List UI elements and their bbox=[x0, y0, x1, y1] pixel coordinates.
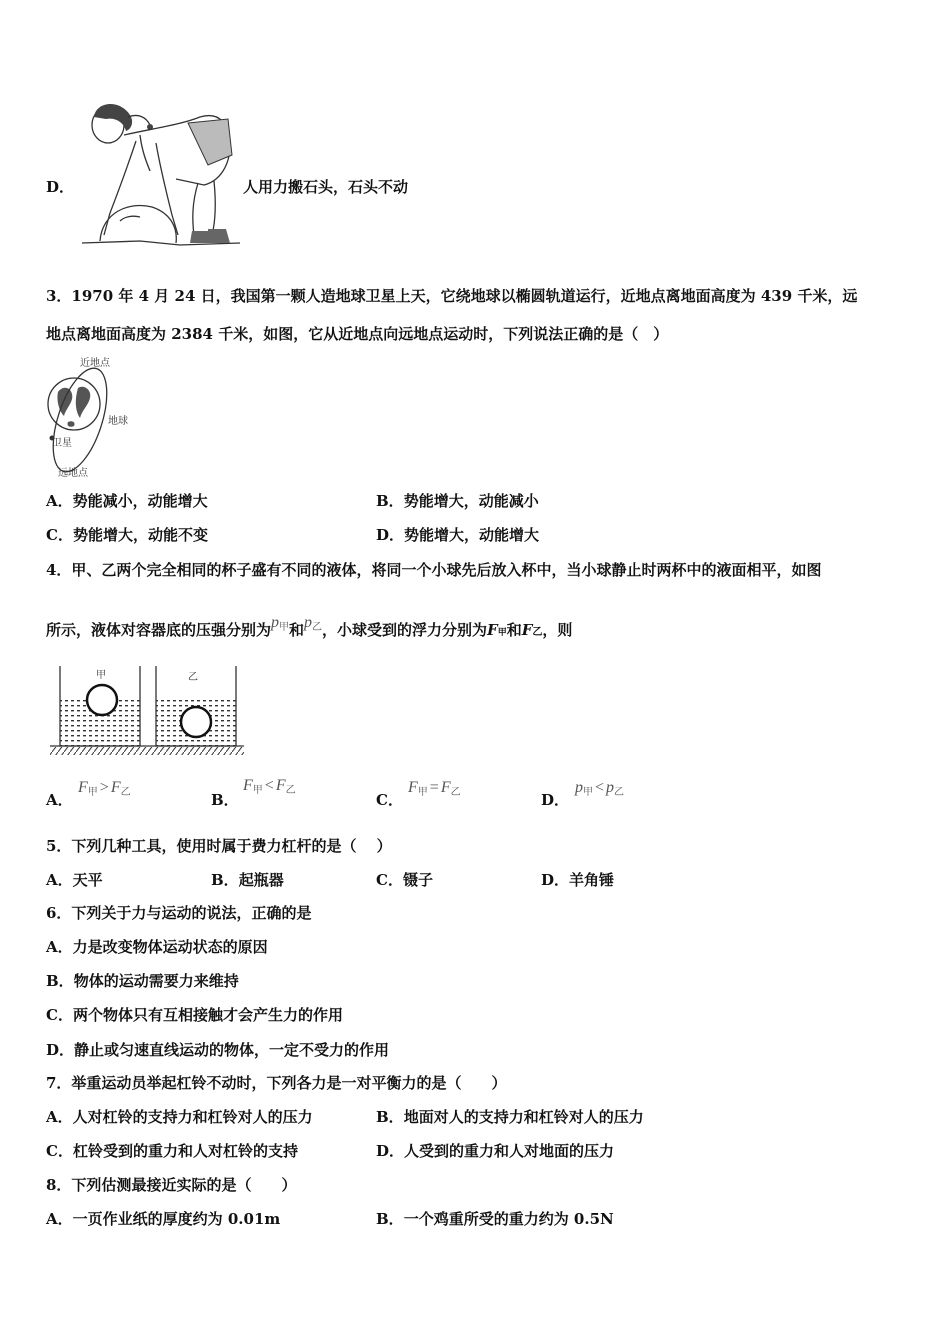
cup-jia-label: 甲 bbox=[96, 670, 106, 681]
person-lifting-stone-illustration bbox=[80, 95, 245, 255]
q6-option-d: D．静止或匀速直线运动的物体，一定不受力的作用 bbox=[46, 1041, 390, 1059]
q8-option-b: B．一个鸡重所受的重力约为 0.5N bbox=[376, 1210, 614, 1228]
q6-option-a: A．力是改变物体运动状态的原因 bbox=[46, 938, 268, 956]
q5-option-a: A．天平 bbox=[46, 871, 103, 889]
q2-option-d-text: 人用力搬石头，石头不动 bbox=[243, 178, 409, 196]
q5-option-b: B．起瓶器 bbox=[211, 871, 284, 889]
q3-option-c: C．势能增大，动能不变 bbox=[46, 526, 208, 544]
q4-option-d: D． $p_甲 < p_乙$ bbox=[541, 779, 625, 809]
q6-stem: 6．下列关于力与运动的说法，正确的是 bbox=[46, 904, 312, 922]
two-cups-figure bbox=[46, 664, 246, 759]
q4-stem-line1: 4．甲、乙两个完全相同的杯子盛有不同的液体，将同一个小球先后放入杯中，当小球静止时两杯中的液面相平，如图 bbox=[46, 561, 822, 579]
cup-yi-label: 乙 bbox=[188, 672, 198, 683]
q3-option-d: D．势能增大，动能增大 bbox=[376, 526, 540, 544]
q5-stem: 5．下列几种工具，使用时属于费力杠杆的是（ ） bbox=[46, 837, 392, 855]
earth-label: 地球 bbox=[108, 416, 128, 427]
apogee-label: 远地点 bbox=[58, 468, 88, 479]
q8-stem: 8．下列估测最接近实际的是（ ） bbox=[46, 1176, 297, 1194]
satellite-label: 卫星 bbox=[52, 438, 72, 449]
q3-option-b: B．势能增大，动能减小 bbox=[376, 492, 539, 510]
q4-option-b: B． $F_甲 < F_乙$ bbox=[211, 777, 296, 809]
q8-option-a: A．一页作业纸的厚度约为 0.01m bbox=[46, 1210, 281, 1228]
q3-stem-line2: 地点离地面高度为 2384 千米，如图，它从近地点向远地点运动时，下列说法正确的是（ ） bbox=[46, 325, 669, 343]
q2-option-d-letter: D． bbox=[46, 178, 75, 196]
q6-option-b: B．物体的运动需要力来维持 bbox=[46, 972, 239, 990]
q3-stem-line1: 3．1970 年 4 月 24 日，我国第一颗人造地球卫星上天，它绕地球以椭圆轨道运行，近地点离地面高度为 439 千米，远 bbox=[46, 287, 858, 305]
q7-option-c: C．杠铃受到的重力和人对杠铃的支持 bbox=[46, 1142, 298, 1160]
q4-stem-line2: 所示，液体对容器底的压强分别为$p_甲$和$p_乙$，小球受到的浮力分别为F甲和F乙，则 bbox=[46, 614, 573, 639]
q7-option-b: B．地面对人的支持力和杠铃对人的压力 bbox=[376, 1108, 644, 1126]
satellite-orbit-figure bbox=[44, 352, 139, 480]
q4-option-c: C． $F_甲 = F_乙$ bbox=[376, 779, 461, 809]
q5-option-c: C．镊子 bbox=[376, 871, 433, 889]
q5-option-d: D．羊角锤 bbox=[541, 871, 615, 889]
q4-option-a: A． $F_甲 > F_乙$ bbox=[46, 779, 131, 809]
q7-option-a: A．人对杠铃的支持力和杠铃对人的压力 bbox=[46, 1108, 313, 1126]
q3-option-a: A．势能减小，动能增大 bbox=[46, 492, 208, 510]
q6-option-c: C．两个物体只有互相接触才会产生力的作用 bbox=[46, 1006, 343, 1024]
q7-stem: 7．举重运动员举起杠铃不动时，下列各力是一对平衡力的是（ ） bbox=[46, 1074, 507, 1092]
q7-option-d: D．人受到的重力和人对地面的压力 bbox=[376, 1142, 615, 1160]
perigee-label: 近地点 bbox=[80, 358, 110, 369]
